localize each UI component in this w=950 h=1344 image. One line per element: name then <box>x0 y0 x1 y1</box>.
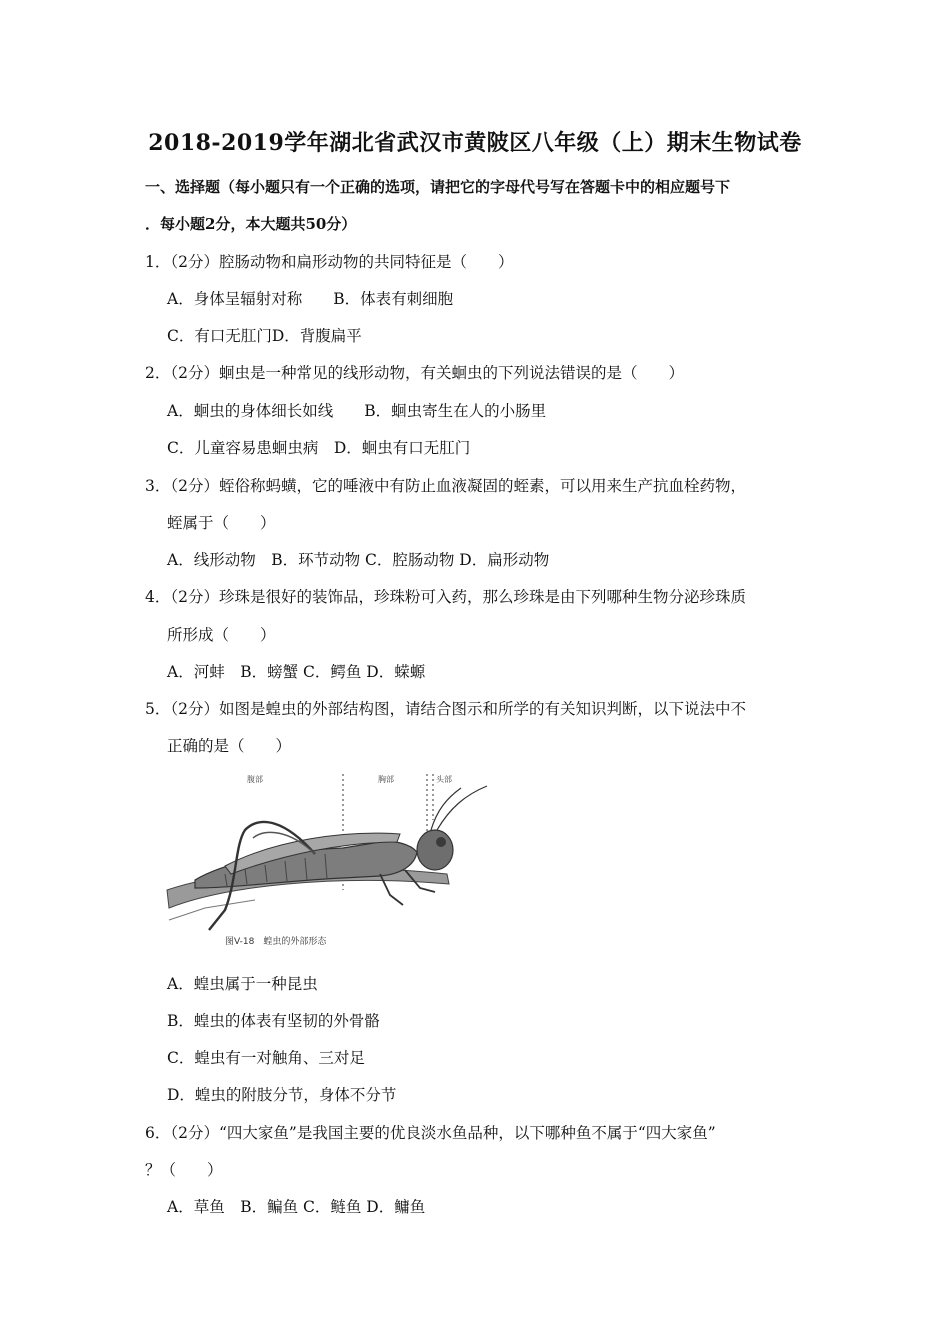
question-1-stem: 1．（2分）腔肠动物和扁形动物的共同特征是（ ） <box>145 253 514 271</box>
question-3-stem: 3．（2分）蛭俗称蚂蟥，它的唾液中有防止血液凝固的蛭素，可以用来生产抗血栓药物， <box>145 477 746 495</box>
question-6-stem-continued: ？（ ） <box>145 1161 223 1179</box>
question-5-stem: 5．（2分）如图是蝗虫的外部结构图，请结合图示和所学的有关知识判断，以下说法中不 <box>145 700 746 718</box>
figure-label-abdomen: 腹部 <box>247 775 263 784</box>
section-heading-line1: 一、选择题（每小题只有一个正确的选项，请把它的字母代号写在答题卡中的相应题号下 <box>145 178 731 196</box>
question-5-option-c: C．蝗虫有一对触角、三对足 <box>167 1049 365 1067</box>
question-6-stem: 6．（2分）“四大家鱼”是我国主要的优良淡水鱼品种，以下哪种鱼不属于“四大家鱼” <box>145 1124 716 1142</box>
question-1-options-row2: C．有口无肛门D．背腹扁平 <box>167 327 362 345</box>
question-4-options: A．河蚌 B．螃蟹 C．鳄鱼 D．蝾螈 <box>167 663 426 681</box>
question-5-option-d: D．蝗虫的附肢分节，身体不分节 <box>167 1086 397 1104</box>
grasshopper-illustration <box>165 770 495 950</box>
grasshopper-figure <box>165 770 495 950</box>
section-heading-line2: ．每小题2分，本大题共50分） <box>145 215 357 233</box>
question-5-stem-continued: 正确的是（ ） <box>167 737 292 755</box>
figure-label-head: 头部 <box>436 775 452 784</box>
question-2-stem: 2．（2分）蛔虫是一种常见的线形动物，有关蛔虫的下列说法错误的是（ ） <box>145 364 684 382</box>
question-3-options: A．线形动物 B．环节动物 C．腔肠动物 D．扁形动物 <box>167 551 550 569</box>
question-4-stem-continued: 所形成（ ） <box>167 626 276 644</box>
exam-title: 2018-2019学年湖北省武汉市黄陂区八年级（上）期末生物试卷 <box>148 130 802 156</box>
figure-caption: 图V-18 蝗虫的外部形态 <box>225 937 327 947</box>
question-5-option-a: A．蝗虫属于一种昆虫 <box>167 975 318 993</box>
figure-label-thorax: 胸部 <box>378 775 394 784</box>
question-6-options: A．草鱼 B．鳊鱼 C．鲢鱼 D．鳙鱼 <box>167 1198 426 1216</box>
question-3-stem-continued: 蛭属于（ ） <box>167 514 276 532</box>
question-4-stem: 4．（2分）珍珠是很好的装饰品，珍珠粉可入药，那么珍珠是由下列哪种生物分泌珍珠质 <box>145 588 746 606</box>
question-2-options-row2: C．儿童容易患蛔虫病 D．蛔虫有口无肛门 <box>167 439 471 457</box>
question-5-option-b: B．蝗虫的体表有坚韧的外骨骼 <box>167 1012 380 1030</box>
question-2-options-row1: A．蛔虫的身体细长如线 B．蛔虫寄生在人的小肠里 <box>167 402 547 420</box>
question-1-options-row1: A．身体呈辐射对称 B．体表有刺细胞 <box>167 290 454 308</box>
